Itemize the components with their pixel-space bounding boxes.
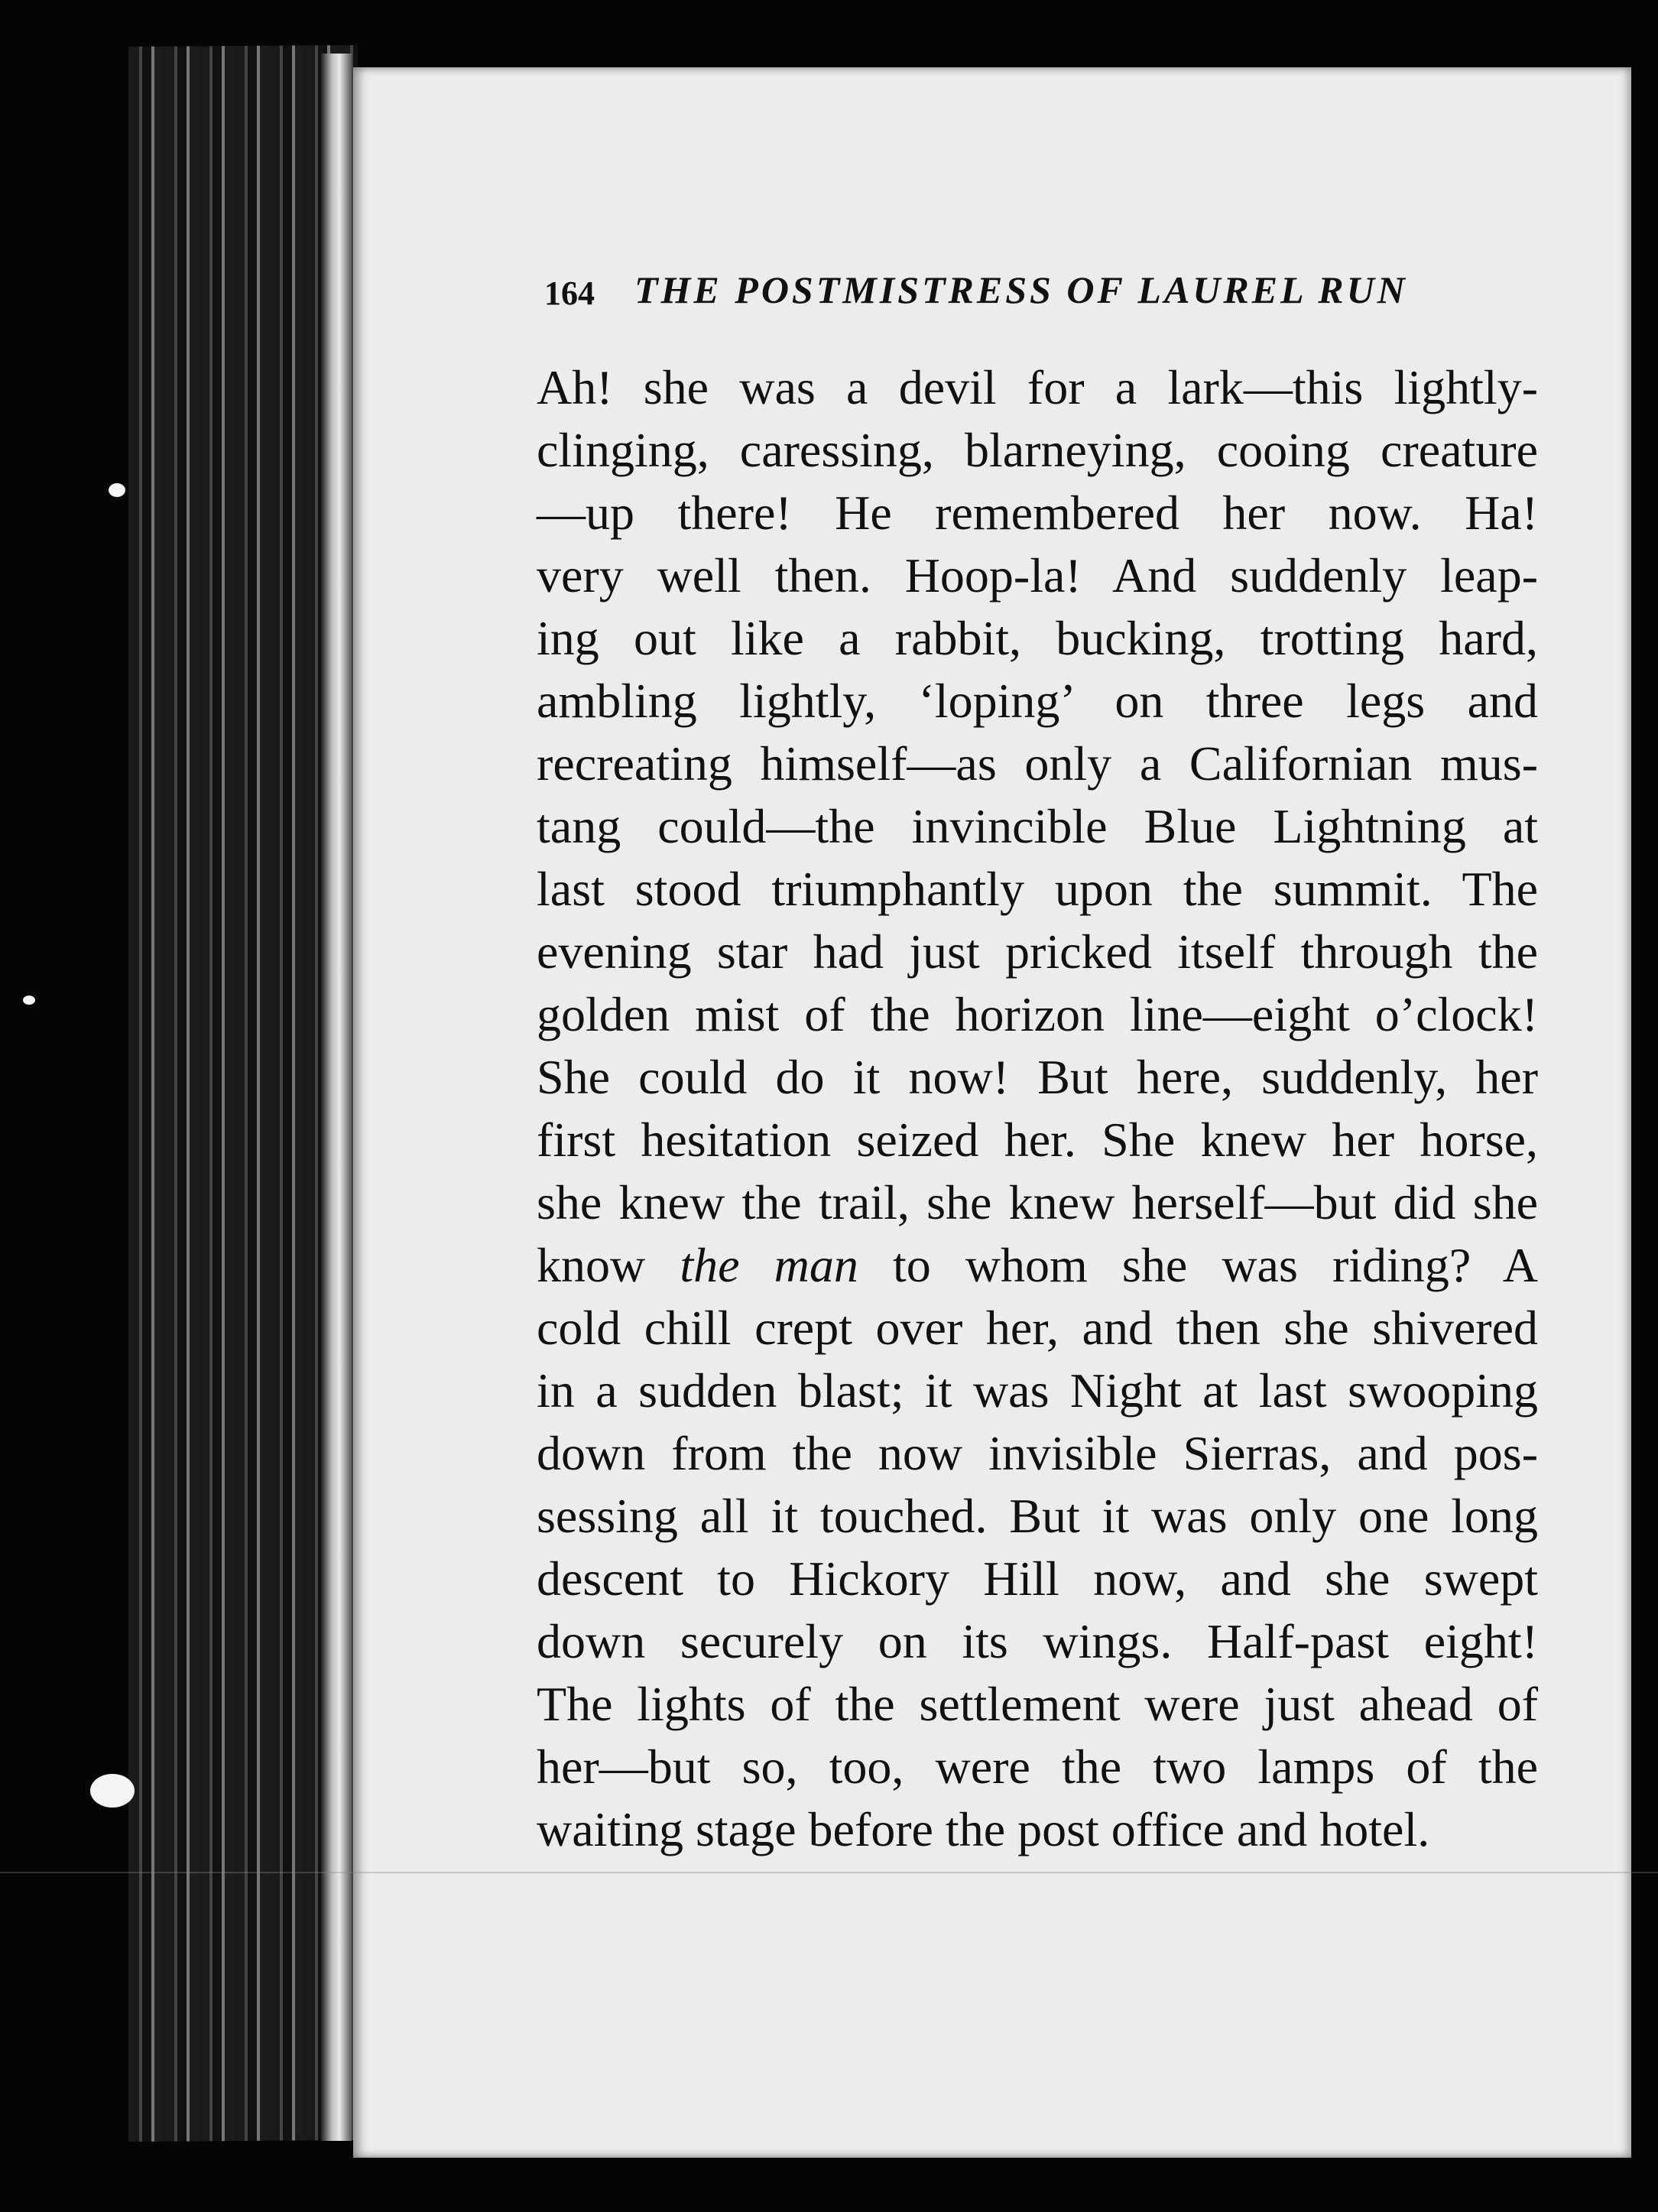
text-line: The lights of the settlement were just ahead of (537, 1677, 1538, 1731)
text-line: her—but so, too, were the two lamps of the (537, 1739, 1538, 1794)
book-page (353, 67, 1631, 2158)
text-line: ambling lightly, ‘loping’ on three legs and (537, 674, 1538, 728)
text-line: ing out like a rabbit, bucking, trotting hard, (537, 611, 1538, 665)
text-line: evening star had just pricked itself through the (537, 924, 1538, 979)
line-segment: know (537, 1238, 680, 1292)
dust-speck (23, 996, 35, 1005)
text-line: last stood triumphantly upon the summit. The (537, 862, 1538, 916)
running-head (544, 268, 1423, 321)
line-segment: to whom she was riding? A (858, 1238, 1539, 1292)
text-line: Ah! she was a devil for a lark—this lightly- (537, 360, 1538, 414)
scan-artifact-line (0, 1872, 1658, 1873)
text-line: down securely on its wings. Half-past eight! (537, 1614, 1538, 1668)
text-line-with-italic (537, 1234, 1538, 1297)
text-line: —up there! He remembered her now. Ha! (537, 486, 1538, 540)
text-line: first hesitation seized her. She knew her horse, (537, 1112, 1538, 1167)
text-line: in a sudden blast; it was Night at last swooping (537, 1363, 1538, 1418)
text-line: very well then. Hoop-la! And suddenly leap- (537, 548, 1538, 603)
text-line: sessing all it touched. But it was only one long (537, 1489, 1538, 1543)
text-line: golden mist of the horizon line—eight o’clock! (537, 987, 1538, 1041)
dust-speck (109, 483, 125, 497)
italic-phrase: the man (680, 1238, 858, 1292)
page-number: 164 (544, 274, 595, 312)
text-line: clinging, caressing, blarneying, cooing creature (537, 423, 1538, 477)
book-page-edge (321, 54, 352, 2141)
text-line: she knew the trail, she knew herself—but did she (537, 1175, 1538, 1229)
text-line: She could do it now! But here, suddenly, her (537, 1050, 1538, 1104)
text-line: down from the now invisible Sierras, and pos- (537, 1426, 1538, 1480)
text-line: descent to Hickory Hill now, and she swept (537, 1551, 1538, 1606)
text-line: cold chill crept over her, and then she shivered (537, 1301, 1538, 1355)
body-text (537, 356, 1538, 1861)
dust-speck (90, 1774, 135, 1808)
text-line: tang could—the invincible Blue Lightning at (537, 799, 1538, 853)
text-line: recreating himself—as only a Californian mus- (537, 736, 1538, 791)
running-title: THE POSTMISTRESS OF LAUREL RUN (634, 268, 1408, 311)
text-line: waiting stage before the post office and hotel. (537, 1802, 1430, 1856)
